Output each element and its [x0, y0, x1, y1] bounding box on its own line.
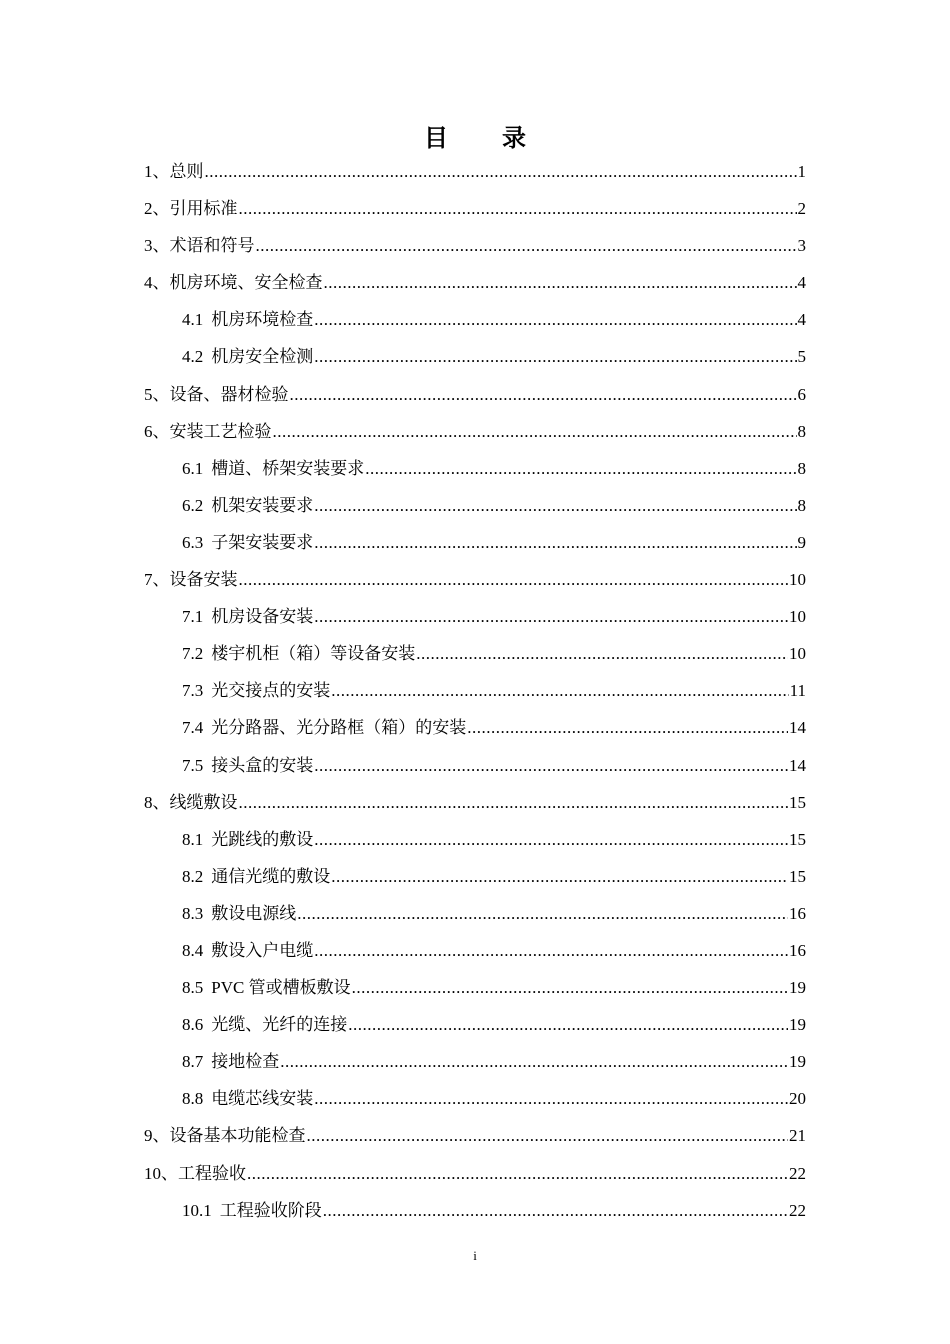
- toc-entry-text: 3、术语和符号: [144, 236, 255, 256]
- toc-entry-text: 机房设备安装: [211, 607, 314, 627]
- toc-entry-text: 楼宇机柜（箱）等设备安装: [211, 644, 416, 664]
- toc-entry-number: 8.6: [182, 1015, 204, 1035]
- toc-entry-number: 8.5: [182, 978, 204, 998]
- toc-entry-page: 2: [797, 199, 806, 219]
- toc-entry[interactable]: [144, 264, 806, 301]
- toc-entry-label: [182, 709, 466, 746]
- toc-entry[interactable]: [144, 821, 806, 858]
- dot-leader: [314, 747, 788, 784]
- dot-leader: [314, 932, 788, 969]
- toc-entry-text: 接头盒的安装: [211, 755, 314, 775]
- toc-title: 目 录: [424, 126, 550, 152]
- toc-entry[interactable]: [144, 969, 806, 1006]
- toc-entry-number: 7.1: [182, 607, 204, 627]
- toc-entry-number: 8.3: [182, 903, 204, 923]
- toc-entry-label: [182, 672, 330, 709]
- toc-entry-label: [144, 561, 238, 598]
- toc-entry-label: [182, 450, 364, 487]
- toc-entry-text: 光分路器、光分路框（箱）的安装: [211, 718, 467, 738]
- toc-entry-page: 15: [789, 792, 806, 812]
- toc-entry[interactable]: [144, 1117, 806, 1154]
- toc-entry-text: 1、总则: [144, 162, 204, 181]
- toc-entry-number: 4.2: [182, 347, 204, 367]
- toc-entry-label: [144, 1155, 246, 1192]
- dot-leader: [239, 190, 797, 227]
- toc-entry-label: [182, 635, 415, 672]
- toc-entry-page: 16: [789, 940, 806, 960]
- toc-entry-text: 机房环境检查: [211, 310, 314, 330]
- toc-entry-label: [144, 153, 204, 190]
- dot-leader: [416, 635, 788, 672]
- toc-entry-label: [144, 227, 255, 264]
- dot-leader: [467, 709, 788, 746]
- dot-leader: [352, 969, 788, 1006]
- toc-entry-label: [144, 784, 238, 821]
- toc-entry-page: 15: [789, 829, 806, 849]
- toc-entry-page: 21: [789, 1126, 806, 1146]
- toc-entry-label: [144, 1117, 306, 1154]
- toc-entry-text: 光交接点的安装: [211, 681, 331, 701]
- page-number: i: [473, 1248, 477, 1263]
- toc-entry-label: [182, 487, 313, 524]
- table-of-contents: [144, 153, 806, 1229]
- toc-entry[interactable]: [144, 672, 806, 709]
- toc-entry-number: 6.2: [182, 495, 204, 515]
- toc-entry-label: [182, 895, 296, 932]
- toc-entry-page: 8: [797, 421, 806, 441]
- toc-entry-label: [182, 1043, 279, 1080]
- toc-entry-number: 7.2: [182, 644, 204, 664]
- toc-entry-number: 8.4: [182, 940, 204, 960]
- toc-entry-number: 4.1: [182, 310, 204, 330]
- toc-entry-page: 4: [797, 310, 806, 330]
- toc-entry-page: 8: [797, 495, 806, 515]
- toc-entry[interactable]: [144, 1080, 806, 1117]
- toc-entry[interactable]: [144, 1192, 806, 1229]
- toc-entry-label: [144, 376, 289, 413]
- toc-entry[interactable]: [144, 1006, 806, 1043]
- toc-entry-text: 敷设电源线: [211, 903, 297, 923]
- toc-entry-label: [182, 821, 313, 858]
- toc-entry-label: [182, 524, 313, 561]
- dot-leader: [331, 672, 788, 709]
- toc-entry[interactable]: [144, 153, 806, 190]
- dot-leader: [323, 1192, 788, 1229]
- dot-leader: [205, 153, 797, 190]
- toc-entry-text: 光跳线的敷设: [211, 829, 314, 849]
- dot-leader: [239, 784, 789, 821]
- dot-leader: [307, 1117, 789, 1154]
- toc-entry[interactable]: [144, 450, 806, 487]
- toc-entry[interactable]: [144, 709, 806, 746]
- dot-leader: [297, 895, 788, 932]
- toc-entry-number: 8.8: [182, 1089, 204, 1109]
- dot-leader: [348, 1006, 788, 1043]
- toc-entry-text: 槽道、桥架安装要求: [211, 458, 365, 478]
- toc-entry-text: 通信光缆的敷设: [211, 866, 331, 886]
- toc-entry-text: 接地检查: [211, 1052, 280, 1072]
- toc-entry-page: 19: [789, 1015, 806, 1035]
- toc-entry-label: [182, 747, 313, 784]
- toc-entry-page: 22: [789, 1163, 806, 1183]
- toc-entry-page: 8: [797, 458, 806, 478]
- dot-leader: [314, 1080, 788, 1117]
- toc-entry-text: 4、机房环境、安全检查: [144, 273, 323, 293]
- toc-entry-text: PVC 管或槽板敷设: [211, 978, 351, 998]
- toc-entry-text: 工程验收阶段: [219, 1200, 322, 1220]
- toc-entry-page: 19: [789, 1052, 806, 1072]
- toc-entry-page: 3: [797, 236, 806, 256]
- toc-entry-label: [182, 1006, 347, 1043]
- toc-entry-text: 5、设备、器材检验: [144, 384, 289, 404]
- dot-leader: [314, 821, 788, 858]
- dot-leader: [314, 598, 788, 635]
- toc-entry[interactable]: [144, 338, 806, 375]
- toc-entry-number: 8.2: [182, 866, 204, 886]
- toc-entry-label: [182, 338, 313, 375]
- toc-entry-page: 11: [789, 681, 806, 701]
- toc-entry-page: 10: [789, 644, 806, 664]
- toc-entry-page: 22: [789, 1200, 806, 1220]
- dot-leader: [331, 858, 788, 895]
- toc-entry-page: 15: [789, 866, 806, 886]
- toc-entry-page: 6: [797, 384, 806, 404]
- toc-entry-text: 2、引用标准: [144, 199, 238, 219]
- toc-entry[interactable]: [144, 747, 806, 784]
- toc-entry-page: 10: [789, 570, 806, 590]
- toc-entry[interactable]: [144, 1043, 806, 1080]
- dot-leader: [365, 450, 796, 487]
- toc-entry-label: [144, 413, 272, 450]
- toc-entry-number: 8.1: [182, 829, 204, 849]
- toc-entry-label: [182, 301, 313, 338]
- toc-entry-page: 1: [797, 162, 806, 181]
- dot-leader: [290, 376, 797, 413]
- dot-leader: [324, 264, 797, 301]
- toc-entry[interactable]: [144, 932, 806, 969]
- toc-entry-page: 14: [789, 718, 806, 738]
- toc-entry-label: [182, 932, 313, 969]
- toc-entry[interactable]: [144, 635, 806, 672]
- toc-entry-number: 7.3: [182, 681, 204, 701]
- toc-entry-label: [144, 264, 323, 301]
- toc-entry-text: 8、线缆敷设: [144, 792, 238, 812]
- toc-entry-label: [182, 1080, 313, 1117]
- toc-entry-page: 16: [789, 903, 806, 923]
- toc-entry-text: 敷设入户电缆: [211, 940, 314, 960]
- toc-entry-text: 10、工程验收: [144, 1163, 246, 1183]
- toc-entry-label: [182, 969, 351, 1006]
- toc-entry-page: 4: [797, 273, 806, 293]
- toc-entry-label: [182, 858, 330, 895]
- toc-entry[interactable]: [144, 858, 806, 895]
- toc-entry-text: 光缆、光纤的连接: [211, 1015, 348, 1035]
- toc-entry[interactable]: [144, 524, 806, 561]
- toc-entry[interactable]: [144, 227, 806, 264]
- toc-entry-label: [182, 1192, 322, 1229]
- toc-entry-text: 机房安全检测: [211, 347, 314, 367]
- toc-entry[interactable]: [144, 598, 806, 635]
- toc-entry-text: 电缆芯线安装: [211, 1089, 314, 1109]
- toc-entry[interactable]: [144, 413, 806, 450]
- toc-entry-label: [144, 190, 238, 227]
- toc-entry[interactable]: [144, 895, 806, 932]
- toc-entry-number: 6.1: [182, 458, 204, 478]
- toc-entry-label: [182, 598, 313, 635]
- toc-entry[interactable]: [144, 561, 806, 598]
- toc-entry-page: 19: [789, 978, 806, 998]
- dot-leader: [256, 227, 797, 264]
- toc-entry[interactable]: [144, 1155, 806, 1192]
- toc-entry[interactable]: [144, 487, 806, 524]
- toc-entry-text: 子架安装要求: [211, 532, 314, 552]
- dot-leader: [247, 1155, 788, 1192]
- toc-entry[interactable]: [144, 190, 806, 227]
- dot-leader: [314, 524, 796, 561]
- toc-entry-text: 6、安装工艺检验: [144, 421, 272, 441]
- dot-leader: [239, 561, 789, 598]
- toc-entry-page: 20: [789, 1089, 806, 1109]
- toc-entry[interactable]: [144, 376, 806, 413]
- toc-entry-text: 机架安装要求: [211, 495, 314, 515]
- toc-entry-text: 7、设备安装: [144, 570, 238, 590]
- toc-entry[interactable]: [144, 784, 806, 821]
- toc-entry-text: 9、设备基本功能检查: [144, 1126, 306, 1146]
- dot-leader: [273, 413, 797, 450]
- toc-entry-number: 7.4: [182, 718, 204, 738]
- dot-leader: [314, 301, 796, 338]
- dot-leader: [314, 338, 796, 375]
- toc-entry-number: 6.3: [182, 532, 204, 552]
- toc-entry[interactable]: [144, 301, 806, 338]
- dot-leader: [314, 487, 796, 524]
- toc-entry-number: 10.1: [182, 1200, 212, 1220]
- toc-entry-page: 5: [797, 347, 806, 367]
- toc-entry-page: 10: [789, 607, 806, 627]
- toc-entry-number: 8.7: [182, 1052, 204, 1072]
- dot-leader: [280, 1043, 788, 1080]
- toc-entry-page: 14: [789, 755, 806, 775]
- toc-entry-page: 9: [797, 532, 806, 552]
- toc-entry-number: 7.5: [182, 755, 204, 775]
